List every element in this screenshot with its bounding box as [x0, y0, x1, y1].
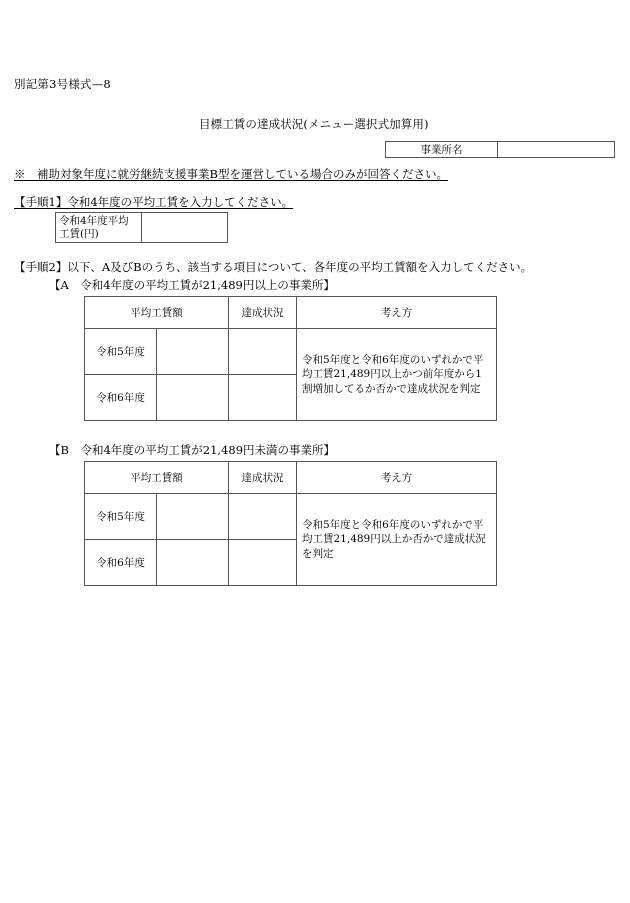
section-a-table — [84, 296, 497, 421]
section-b-heading: 【B 令和4年度の平均工賃が21,489円未満の事業所】 — [49, 443, 336, 457]
row-label-year: 令和6年度 — [85, 540, 157, 586]
column-header-average-wage: 平均工賃額 — [85, 462, 229, 494]
average-wage-input[interactable] — [157, 494, 229, 540]
column-header-criteria: 考え方 — [297, 462, 497, 494]
row-label-year: 令和5年度 — [85, 329, 157, 375]
office-name-label: 事業所名 — [386, 142, 498, 157]
table-header-row — [85, 462, 497, 494]
table-row — [85, 329, 497, 375]
criteria-text: 令和5年度と令和6年度のいずれかで平均工賃21,489円以上か否かで達成状況を判定 — [297, 494, 497, 586]
step1-label — [56, 213, 142, 242]
achievement-status-input[interactable] — [229, 494, 297, 540]
step1-label-line2: 工賃(円) — [59, 228, 99, 241]
criteria-text: 令和5年度と令和6年度のいずれかで平均工賃21,489円以上かつ前年度から1割増加してるか否かで達成状況を判定 — [297, 329, 497, 421]
average-wage-input[interactable] — [157, 329, 229, 375]
average-wage-input[interactable] — [157, 375, 229, 421]
column-header-achievement-status: 達成状況 — [229, 297, 297, 329]
office-name-box — [385, 141, 615, 158]
table-row — [85, 494, 497, 540]
page-title: 目標工賃の達成状況(メニュー選択式加算用) — [199, 117, 429, 131]
row-label-year: 令和6年度 — [85, 375, 157, 421]
eligibility-note: ※ 補助対象年度に就労継続支援事業B型を運営している場合のみが回答ください。 — [14, 167, 448, 181]
column-header-average-wage: 平均工賃額 — [85, 297, 229, 329]
step1-value-input[interactable] — [142, 213, 227, 242]
achievement-status-input[interactable] — [229, 329, 297, 375]
office-name-input[interactable] — [498, 142, 614, 157]
section-a-heading: 【A 令和4年度の平均工賃が21,489円以上の事業所】 — [49, 278, 335, 292]
achievement-status-input[interactable] — [229, 375, 297, 421]
average-wage-input[interactable] — [157, 540, 229, 586]
table-header-row — [85, 297, 497, 329]
column-header-criteria: 考え方 — [297, 297, 497, 329]
achievement-status-input[interactable] — [229, 540, 297, 586]
section-b-table — [84, 461, 497, 586]
step1-label-line1: 令和4年度平均 — [59, 215, 129, 227]
step2-instruction: 【手順2】以下、A及びBのうち、該当する項目について、各年度の平均工賃額を入力してください。 — [14, 260, 533, 274]
column-header-achievement-status: 達成状況 — [229, 462, 297, 494]
row-label-year: 令和5年度 — [85, 494, 157, 540]
form-number: 別記第3号様式—8 — [14, 77, 111, 91]
step1-instruction: 【手順1】令和4年度の平均工賃を入力してください。 — [14, 195, 294, 209]
step1-average-wage-box — [55, 212, 228, 243]
